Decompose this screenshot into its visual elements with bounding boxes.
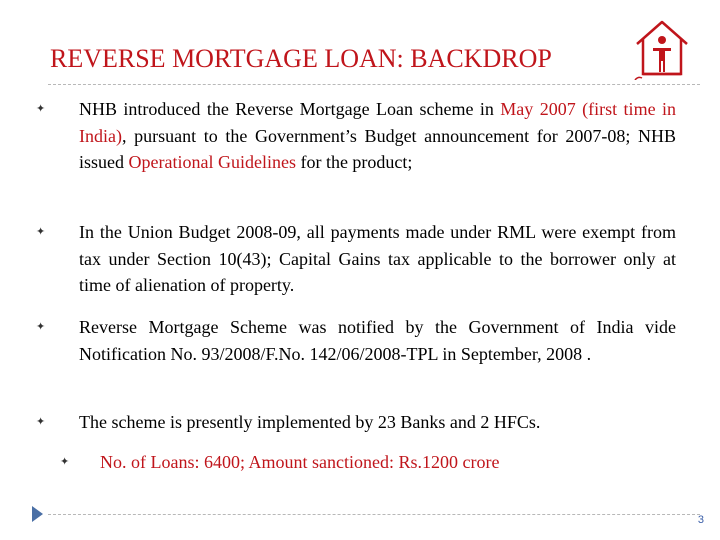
bullet-icon xyxy=(36,96,56,123)
highlight-date: May 2007 (first time in India) xyxy=(79,99,676,146)
highlight-guidelines: Operational Guidelines xyxy=(128,152,296,172)
bullet-text: The scheme is presently implemented by 23 Banks and 2 HFCs. xyxy=(79,412,541,432)
slide-title: REVERSE MORTGAGE LOAN: BACKDROP xyxy=(50,44,552,73)
bullet-icon xyxy=(60,450,80,474)
bullet-text: Reverse Mortgage Scheme was notified by the Government of India vide Notification No. 93/2008/F.No. 142/06/2008-TPL in September, 2008 . xyxy=(79,317,676,364)
bullet-item-nhb xyxy=(36,96,676,176)
next-slide-arrow-icon[interactable] xyxy=(32,506,43,522)
bullet-icon xyxy=(36,314,56,341)
bullet-icon xyxy=(36,409,56,436)
page-number: 3 xyxy=(697,514,704,526)
title-divider xyxy=(48,84,700,85)
bullet-item-notification xyxy=(36,314,676,367)
bullet-item-implementation xyxy=(36,409,676,436)
sub-bullet-item-loans xyxy=(60,450,620,474)
house-with-person-icon xyxy=(632,18,698,80)
footer-divider xyxy=(48,514,700,515)
sub-bullet-text: No. of Loans: 6400; Amount sanctioned: Rs.1200 crore xyxy=(100,452,500,472)
bullet-text: NHB introduced the Reverse Mortgage Loan scheme in May 2007 (first time in India), pursuant to the Government’s Budget announcement for 2007-08; NHB issued Operational Guidelines for the product; xyxy=(79,99,676,172)
bullet-icon xyxy=(36,219,56,246)
bullet-text: In the Union Budget 2008-09, all payments made under RML were exempt from tax under Section 10(43); Capital Gains tax applicable to the borrower only at time of alienation of property. xyxy=(79,222,676,295)
bullet-item-budget xyxy=(36,219,676,299)
